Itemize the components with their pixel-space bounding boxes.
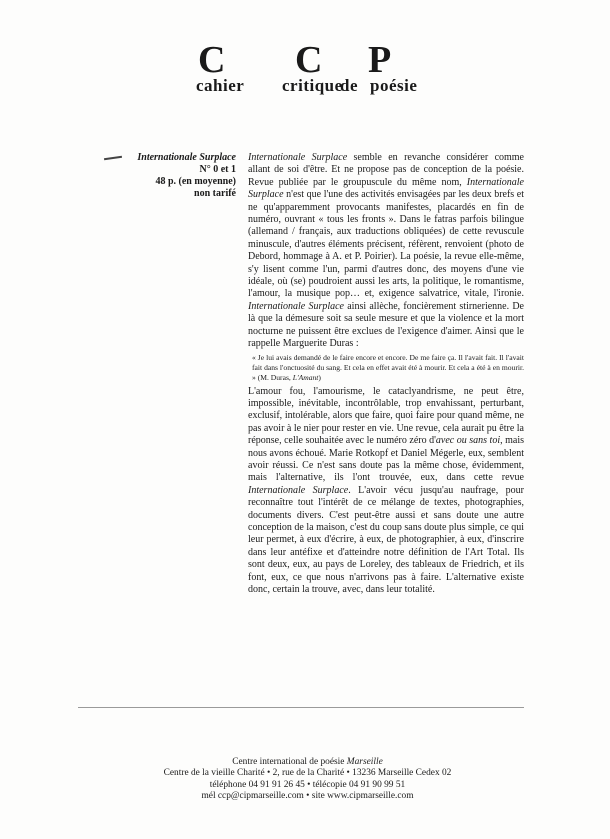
review-name: Internationale Surplace	[248, 176, 524, 201]
text-run: . L'avoir vécu jusqu'au naufrage, pour reconnaître tout l'intérêt de ce mélange de textes, photographies, documents divers. C'est peut-être aussi et sans doute une autre conception de la maison, c'est du coup sans doute plus simple, ce qui leur permet, à eux d'écrire, à eux, de photographier, à eux, d'inscrire dans leur antéfixe et d'atteindre notre définition de l'Art Total. Ils sont deux, eux, au pays de Loreley, des tableaux de Friedrich, et ils font, eux, ce que nous n'arrivons pas à faire. L'alternative existe donc, certain la trouve, avec, dans leur totalité.	[248, 484, 524, 595]
footer-line-2: Centre de la vieille Charité • 2, rue de la Charité • 13236 Marseille Cedex 02	[163, 768, 452, 779]
text-run: ainsi allèche, foncièrement stirnerienne. De là que la démesure soit sa seule mesure et que la violence et la mort nocturne ne puissent être exclues de l'exigence d'aimer. Ainsi que le rappelle Marguerite Duras :	[248, 300, 524, 350]
duras-quote	[252, 353, 524, 383]
journal-title: avec ou sans toi	[435, 435, 501, 447]
review-name: Internationale Surplace	[248, 300, 344, 312]
masthead-word: critique	[282, 76, 343, 95]
footer-line-4: mél ccp@cipmarseille.com • site www.cipmarseille.com	[201, 791, 414, 802]
footer-city: Marseille	[346, 757, 383, 767]
text-run: , mais nous avons échoué. Marie Rotkopf et Daniel Mégerle, eux, semblent avoir réussi. Ce n'est sans doute pas la même chose, évidemment, mais l'alternative, ils l'ont trouvée, eux, dans cette revue	[248, 435, 525, 484]
text-run: semble en revanche considérer comme allant de soi d'être. Et ne propose pas de conception de la poésie. Revue publiée par le groupuscule du même nom,	[248, 152, 524, 188]
masthead-letter: C	[198, 39, 227, 81]
footer-text: Centre international de poésie	[232, 757, 347, 767]
masthead-subtitle	[196, 76, 426, 100]
footer-line-1	[120, 757, 495, 768]
quote-end: )	[318, 372, 321, 382]
masthead-word: de	[340, 76, 358, 95]
review-name: Internationale Surplace	[248, 484, 349, 496]
masthead-word: poésie	[370, 76, 418, 95]
article-paragraph-1	[248, 152, 524, 351]
review-pages: 48 p. (en moyenne)	[155, 176, 236, 187]
masthead-letters	[196, 40, 426, 80]
footer-line-3: téléphone 04 91 91 26 45 • télécopie 04 91 90 99 51	[209, 779, 406, 790]
review-title: Internationale Surplace	[137, 152, 236, 163]
footer-divider	[78, 707, 524, 708]
article-body	[248, 152, 524, 596]
text-run: L'amour fou, l'amourisme, le cataclyandrisme, ne peut être, impossible, inévitable, incontrôlable, trop envahissant, perturbant, exclusif, intolérable, alors que faire, quoi faire pour quand même, ne pas avoir à le nier pour rester en vie. Une revue, cela aurait pu être la réponse, celle souhaitée avec le numéro zéro d'	[248, 385, 524, 447]
review-info-sidebar	[90, 152, 236, 200]
masthead-letter: P	[368, 39, 393, 81]
quote-text: « Je lui avais demandé de le faire encore et encore. De me faire ça. Il l'avait fait. Il l'avait fait dans l'onctuosité du sang. Et cela en effet avait été à mourir. Et cela a été à en mourir. » (M. Duras,	[252, 352, 524, 382]
review-price: non tarifé	[194, 188, 236, 199]
masthead-letter: C	[295, 39, 324, 81]
masthead-word: cahier	[196, 76, 245, 95]
review-issues: N° 0 et 1	[199, 164, 236, 175]
quote-book-title: L'Amant	[292, 372, 319, 382]
review-name: Internationale Surplace	[248, 152, 348, 163]
article-paragraph-2	[248, 386, 524, 597]
text-run: n'est que l'une des activités envisagées par les deux brefs et ne qu'apparemment provocants manifestes, placardés en fin de numéro, ouvrant « tous les fronts ». Dans le fatras parfois bilingue (allemand / français, aux traductions obliquées) de cette revuscule minuscule, d'autres éléments précisent, réfèrent, renvoient (photo de Debord, hommage à A. et P. Poirier). La poésie, la revue elle-même, s'y lisent comme l'un, parmi d'autres donc, des moyens d'une vie idéale, où (se) poudroient aussi les arts, la politique, le romantisme, l'amour, la musique pop… et, exigence salvatrice, vitale, l'ironie.	[248, 189, 524, 300]
footer-address	[120, 757, 495, 803]
